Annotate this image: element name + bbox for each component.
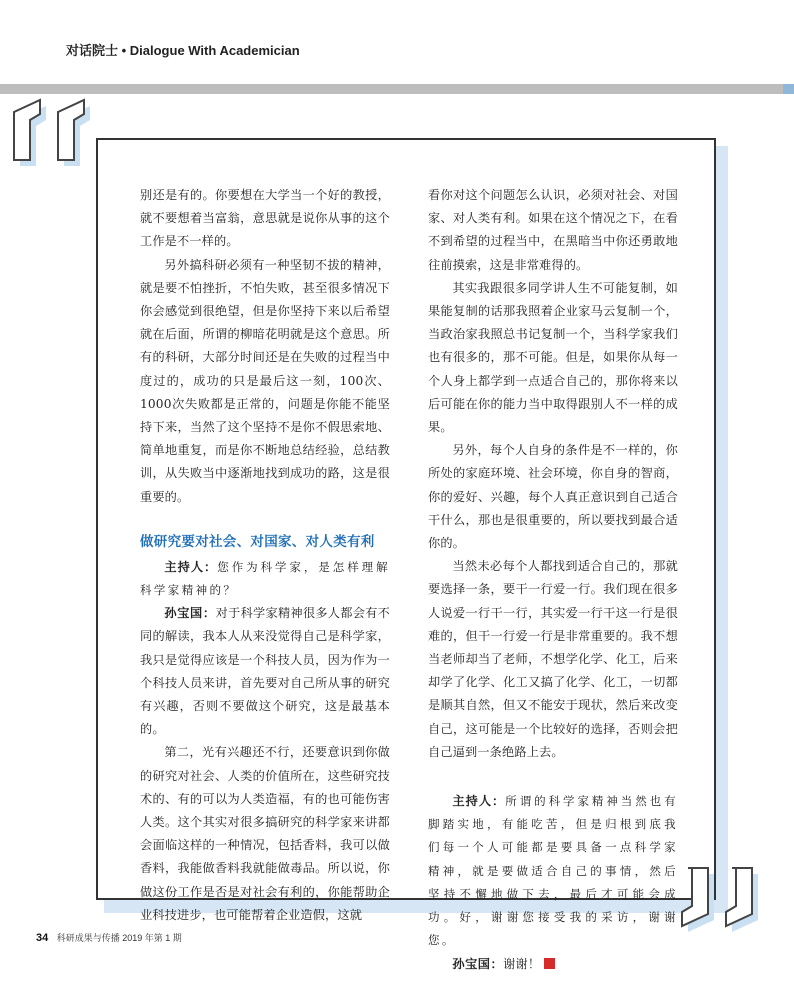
left-column bbox=[140, 184, 390, 927]
paragraph: 看你对这个问题怎么认识，必须对社会、对国家、对人类有利。如果在这个情况之下，在看不到希望的过程当中，在黑暗当中你还勇敢地往前摸索，这是非常难得的。 bbox=[428, 188, 678, 272]
speaker-label: 孙宝国： bbox=[452, 956, 504, 971]
paragraph: 另外搞科研必须有一种坚韧不拔的精神，就是要不怕挫折，不怕失败，甚至很多情况下你会感觉到很绝望，但是你坚持下来以后希望就在后面，所谓的柳暗花明就是这个意思。所有的科研，大部分时间还是在失败的过程当中度过的，成功的只是最后这一刻，100次、1000次失败都是正常的，问题是你能不能坚持下来，当然了这个坚持不是你不假思索地、简单地重复，而是你不断地总结经验，总结教训，从失败当中逐渐地找到成功的路，这是很重要的。 bbox=[140, 257, 390, 504]
running-header: 对话院士 • Dialogue With Academician bbox=[66, 43, 300, 58]
right-column bbox=[428, 184, 678, 976]
header-bar bbox=[0, 84, 794, 94]
page-number: 34 bbox=[36, 932, 49, 944]
answer bbox=[140, 602, 390, 741]
paragraph: 其实我跟很多同学讲人生不可能复制，如果能复制的话那我照着企业家马云复制一个，当政治家我照总书记复制一个，当科学家我们也有很多的，那不可能。但是，如果你从每一个人身上都学到一点适合自己的，那你将来以后可能在你的能力当中取得跟别人不一样的成果。 bbox=[428, 280, 678, 435]
paragraph: 另外，每个人自身的条件是不一样的，你所处的家庭环境、社会环境，你自身的智商，你的爱好、兴趣，每个人真正意识到自己适合干什么，那也是很重要的，所以要找到最合适你的。 bbox=[428, 443, 678, 551]
header-bar-accent bbox=[783, 84, 794, 94]
speaker-label: 主持人： bbox=[452, 794, 506, 809]
paragraph: 当然未必每个人都找到适合自己的，那就要选择一条，要干一行爱一行。我们现在很多人说爱一行干一行，其实爱一行干这一行是很难的，但干一行爱一行是非常重要的。我不想当老师却当了老师，不想学化学、化工，后来却学了化学、化工又搞了化学、化工，一切都是顺其自然，但又不能安于现状，然后来改变自己，这可能是一个比较好的选择，否则会把自己逼到一条绝路上去。 bbox=[428, 559, 678, 759]
closing-text: 所谓的科学家精神当然也有脚踏实地，有能吃苦，但是归根到底我们每一个人可能都是要具备一点科学家精神，就是要做适合自己的事情，然后坚持不懈地做下去，最后才可能会成功。好，谢谢您接受我的采访，谢谢您。 bbox=[428, 794, 678, 948]
paragraph: 第二，光有兴趣还不行，还要意识到你做的研究对社会、人类的价值所在，这些研究技术的、有的可以为人类造福，有的也可能伤害人类。这个其实对很多搞研究的科学家来讲都会面临这样的一种情况，包括香料，我可以做香料，我能做香料我就能做毒品。所以说，你做这份工作是否是对社会有利的，你能帮助企业科技进步，也可能帮着企业造假，这就 bbox=[140, 745, 390, 922]
speaker-label: 主持人： bbox=[164, 559, 218, 574]
answer-closing bbox=[428, 953, 678, 976]
host-question bbox=[140, 556, 390, 602]
article-end-mark-icon bbox=[544, 958, 555, 969]
question-text: 您作为科学家，是怎样理解科学家精神的？ bbox=[140, 559, 390, 598]
right-double-quote-icon bbox=[680, 858, 776, 938]
left-double-quote-icon bbox=[6, 96, 106, 176]
page-footer bbox=[36, 931, 182, 944]
speaker-label: 孙宝国： bbox=[164, 606, 216, 621]
section-heading: 做研究要对社会、对国家、对人类有利 bbox=[140, 533, 375, 549]
host-closing bbox=[428, 790, 678, 952]
paragraph: 别还是有的。你要想在大学当一个好的教授，就不要想着当富翁，意思就是说你从事的这个工作是不一样的。 bbox=[140, 188, 390, 249]
publication-info: 科研成果与传播 2019 年第 1 期 bbox=[56, 933, 182, 943]
spacer bbox=[428, 764, 678, 790]
answer-text: 对于科学家精神很多人都会有不同的解读，我本人从来没觉得自己是科学家，我只是觉得应该是一个科技人员，因为作为一个科技人员来讲，首先要对自己所从事的研究有兴趣，否则不要做这个研究，这是最基本的。 bbox=[140, 606, 390, 737]
closing-answer-text: 谢谢！ bbox=[503, 956, 541, 971]
